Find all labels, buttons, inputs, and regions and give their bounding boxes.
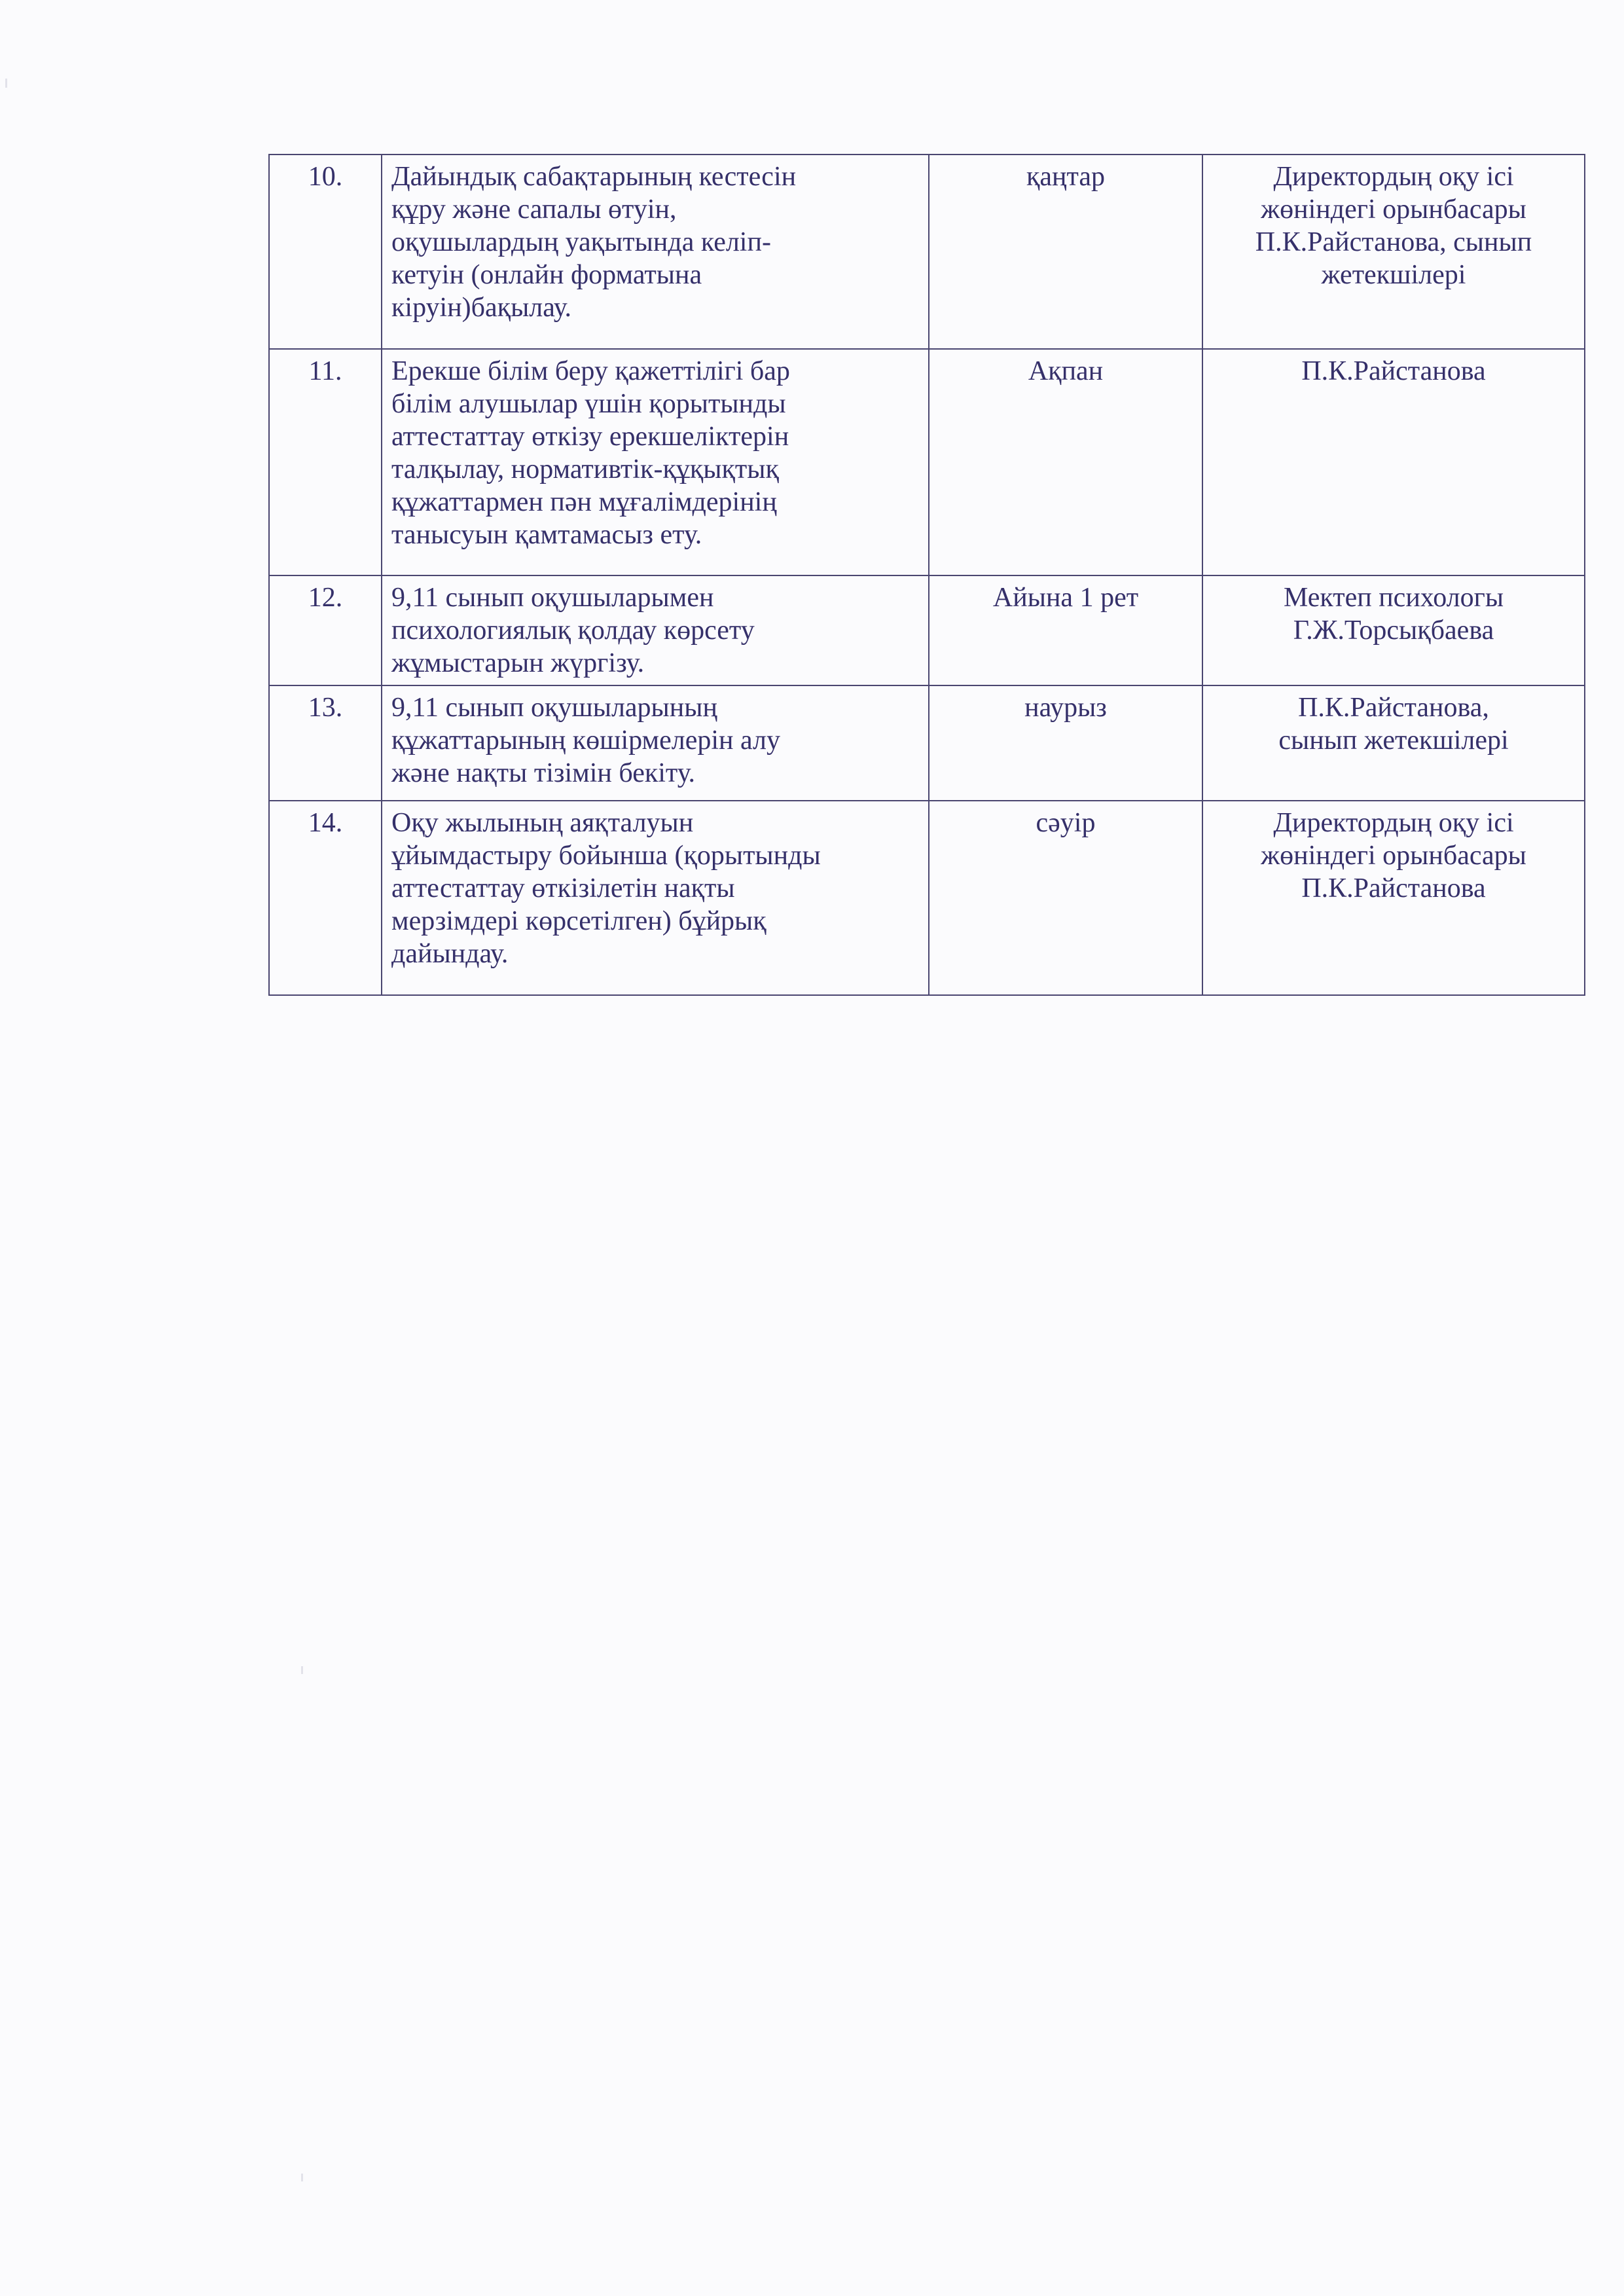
row-number: 12. — [269, 575, 382, 685]
responsible-cell: Мектеп психологы Г.Ж.Торсықбаева — [1202, 575, 1585, 685]
table-row — [269, 155, 1585, 349]
scan-edge-mark — [301, 2174, 303, 2181]
responsible-cell: П.К.Райстанова, сынып жетекшілері — [1202, 685, 1585, 801]
row-number: 10. — [269, 155, 382, 349]
scan-edge-mark — [5, 79, 7, 88]
task-cell: Оқу жылының аяқталуын ұйымдастыру бойынша (қорытынды аттестаттау өткізілетін нақты мерзімдері көрсетілген) бұйрық дайындау. — [382, 801, 929, 995]
deadline-cell: наурыз — [929, 685, 1202, 801]
deadline-cell: сәуір — [929, 801, 1202, 995]
row-number: 11. — [269, 349, 382, 575]
deadline-cell: Ақпан — [929, 349, 1202, 575]
deadline-cell: Айына 1 рет — [929, 575, 1202, 685]
row-number: 14. — [269, 801, 382, 995]
action-plan-table — [268, 154, 1585, 996]
responsible-cell: Директордың оқу ісі жөніндегі орынбасары П.К.Райстанова — [1202, 801, 1585, 995]
row-number: 13. — [269, 685, 382, 801]
table-row — [269, 685, 1585, 801]
table-row — [269, 349, 1585, 575]
scan-edge-mark — [301, 1666, 303, 1674]
table-row — [269, 801, 1585, 995]
deadline-cell: қаңтар — [929, 155, 1202, 349]
task-cell: 9,11 сынып оқушыларының құжаттарының көшірмелерін алу және нақты тізімін бекіту. — [382, 685, 929, 801]
task-cell: Ерекше білім беру қажеттілігі бар білім алушылар үшін қорытынды аттестаттау өткізу ерекшеліктерін талқылау, нормативтік-құқықтық құжаттармен пән мұғалімдерінің танысуын қамтамасыз ету. — [382, 349, 929, 575]
table-row — [269, 575, 1585, 685]
task-cell: 9,11 сынып оқушыларымен психологиялық қолдау көрсету жұмыстарын жүргізу. — [382, 575, 929, 685]
responsible-cell: Директордың оқу ісі жөніндегі орынбасары П.К.Райстанова, сынып жетекшілері — [1202, 155, 1585, 349]
task-cell: Дайындық сабақтарының кестесін құру және сапалы өтуін, оқушылардың уақытында келіп- кетуін (онлайн форматына кіруін)бақылау. — [382, 155, 929, 349]
responsible-cell: П.К.Райстанова — [1202, 349, 1585, 575]
